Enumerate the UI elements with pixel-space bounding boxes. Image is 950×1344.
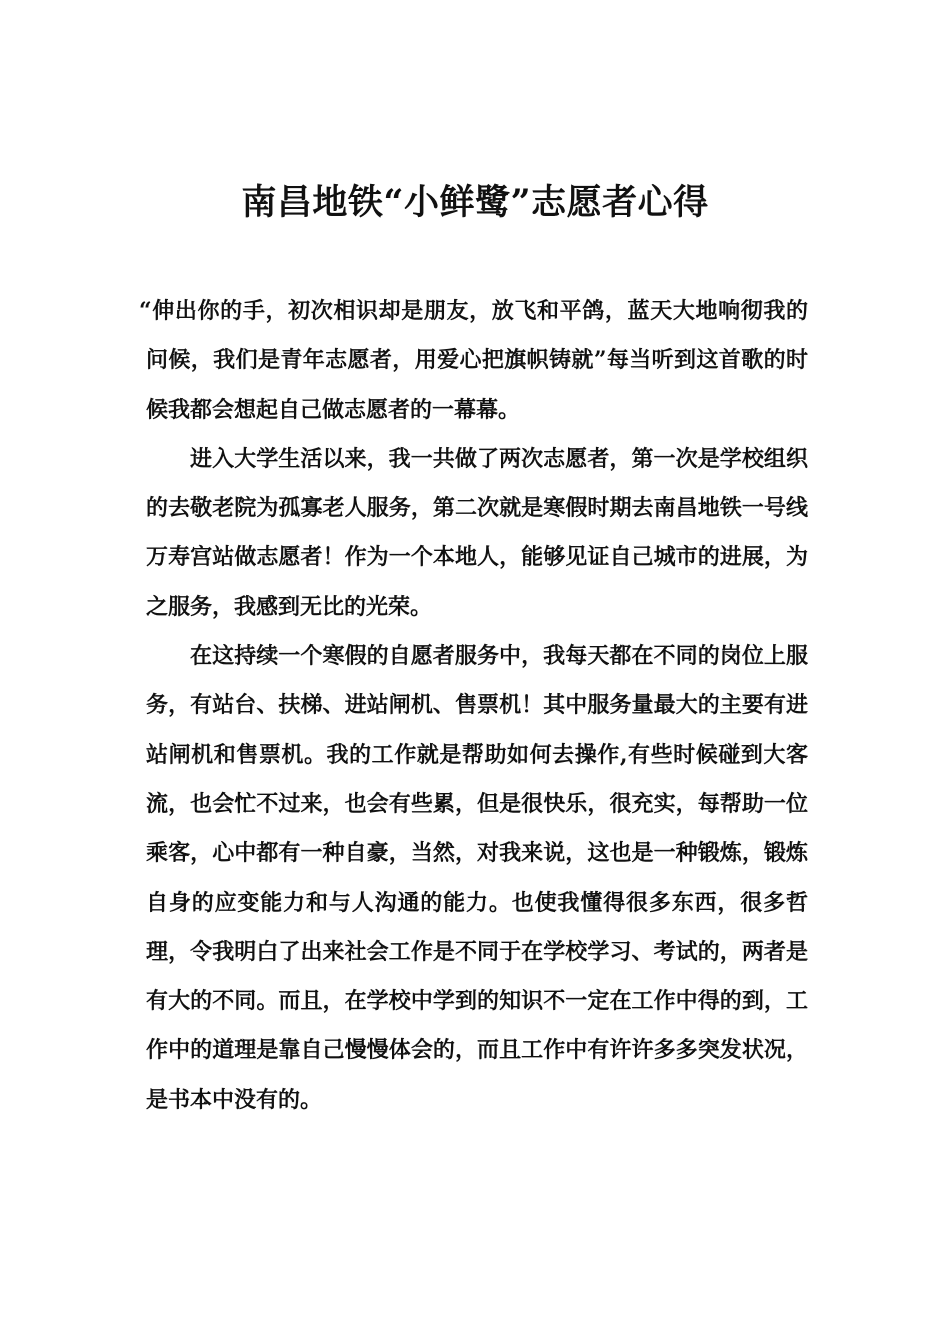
paragraph-song-lyrics: “伸出你的手，初次相识却是朋友，放飞和平鸽，蓝天大地响彻我的问候，我们是青年志愿者，用爱心把旗帜铸就”每当听到这首歌的时候我都会想起自己做志愿者的一幕幕。 bbox=[139, 298, 808, 423]
document-body bbox=[139, 287, 808, 1125]
paragraph-volunteer-experience: 进入大学生活以来，我一共做了两次志愿者，第一次是学校组织的去敬老院为孤寡老人服务，第二次就是寒假时期去南昌地铁一号线万寿宫站做志愿者！作为一个本地人，能够见证自己城市的进展，为之服务，我感到无比的光荣。 bbox=[146, 445, 808, 620]
document-title: 南昌地铁“小鲜鹭”志愿者心得 bbox=[241, 182, 709, 224]
paragraph-winter-service: 在这持续一个寒假的自愿者服务中，我每天都在不同的岗位上服务，有站台、扶梯、进站闸机、售票机！其中服务量最大的主要有进站闸机和售票机。我的工作就是帮助如何去操作,有些时候碰到大客流，也会忙不过来，也会有些累，但是很快乐，很充实，每帮助一位乘客，心中都有一种自豪，当然，对我来说，这也是一种锻炼，锻炼自身的应变能力和与人沟通的能力。也使我懂得很多东西，很多哲理，令我明白了出来社会工作是不同于在学校学习、考试的，两者是有大的不同。而且，在学校中学到的知识不一定在工作中得的到，工作中的道理是靠自己慢慢体会的，而且工作中有许许多多突发状况，是书本中没有的。 bbox=[146, 643, 808, 1113]
